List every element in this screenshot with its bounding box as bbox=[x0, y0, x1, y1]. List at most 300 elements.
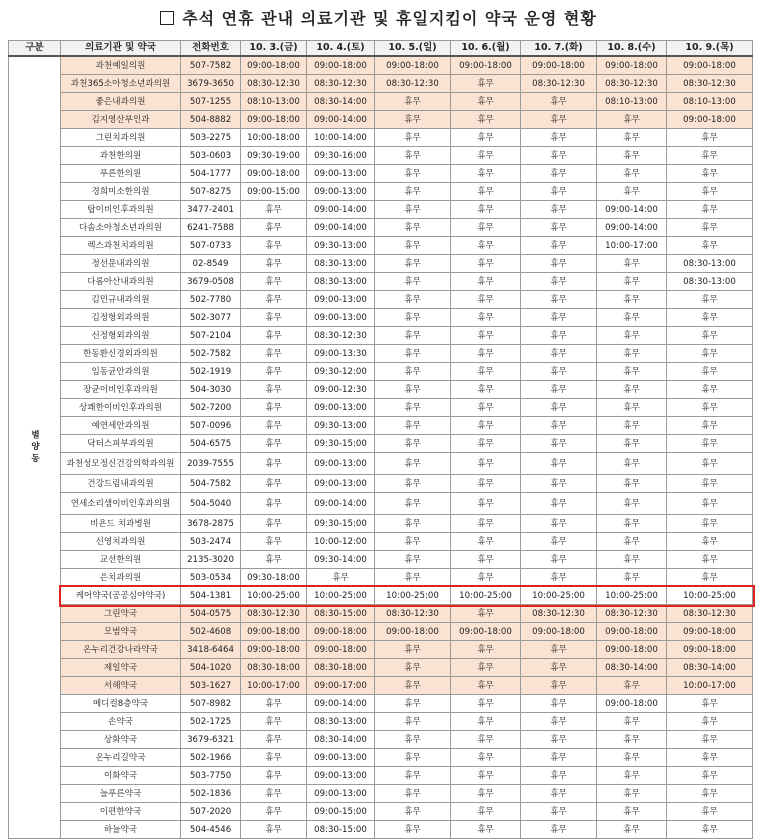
phone-number: 502-7780 bbox=[181, 291, 241, 309]
table-row bbox=[9, 255, 753, 273]
phone-number: 504-1020 bbox=[181, 659, 241, 677]
hours-cell: 09:00-14:00 bbox=[307, 111, 375, 129]
hours-cell: 휴무 bbox=[451, 695, 521, 713]
hours-cell: 휴무 bbox=[597, 363, 667, 381]
hours-cell: 휴무 bbox=[451, 363, 521, 381]
facility-name: 탑이비인후과의원 bbox=[61, 201, 181, 219]
header-row bbox=[9, 41, 753, 57]
hours-cell: 휴무 bbox=[241, 309, 307, 327]
hours-cell: 휴무 bbox=[597, 129, 667, 147]
hours-cell: 08:30-14:00 bbox=[667, 659, 753, 677]
table-row bbox=[9, 56, 753, 75]
hours-cell: 휴무 bbox=[451, 731, 521, 749]
hours-cell: 휴무 bbox=[451, 551, 521, 569]
hours-cell: 휴무 bbox=[375, 551, 451, 569]
hours-cell: 휴무 bbox=[451, 767, 521, 785]
hours-cell: 휴무 bbox=[521, 111, 597, 129]
hours-cell: 휴무 bbox=[667, 129, 753, 147]
phone-number: 503-0603 bbox=[181, 147, 241, 165]
table-row bbox=[9, 695, 753, 713]
hours-cell: 휴무 bbox=[521, 677, 597, 695]
column-header: 10. 6.(월) bbox=[451, 41, 521, 57]
hours-cell: 휴무 bbox=[521, 417, 597, 435]
table-row bbox=[9, 291, 753, 309]
hours-cell: 휴무 bbox=[667, 767, 753, 785]
facility-name: 과천365소아청소년과의원 bbox=[61, 75, 181, 93]
hours-cell: 10:00-25:00 bbox=[307, 587, 375, 605]
facility-name: 좋은내과의원 bbox=[61, 93, 181, 111]
table-row bbox=[9, 623, 753, 641]
column-header: 10. 5.(일) bbox=[375, 41, 451, 57]
hours-cell: 휴무 bbox=[597, 111, 667, 129]
hours-cell: 휴무 bbox=[521, 183, 597, 201]
hours-cell: 휴무 bbox=[521, 551, 597, 569]
phone-number: 504-7582 bbox=[181, 475, 241, 493]
hours-cell: 10:00-25:00 bbox=[521, 587, 597, 605]
table-row bbox=[9, 785, 753, 803]
facility-name: 다솜소아청소년과의원 bbox=[61, 219, 181, 237]
hours-cell: 휴무 bbox=[375, 273, 451, 291]
facility-name: 과천한의원 bbox=[61, 147, 181, 165]
hours-cell: 휴무 bbox=[597, 785, 667, 803]
hours-cell: 09:30-13:00 bbox=[307, 237, 375, 255]
facility-name: 푸른한의원 bbox=[61, 165, 181, 183]
table-row bbox=[9, 111, 753, 129]
hours-cell: 휴무 bbox=[597, 165, 667, 183]
hours-cell: 휴무 bbox=[521, 515, 597, 533]
hours-cell: 휴무 bbox=[451, 713, 521, 731]
region-cell: 별양동 bbox=[9, 56, 61, 839]
hours-cell: 휴무 bbox=[375, 237, 451, 255]
hours-cell: 휴무 bbox=[521, 435, 597, 453]
hours-cell: 08:30-12:30 bbox=[597, 605, 667, 623]
hours-cell: 휴무 bbox=[521, 165, 597, 183]
hours-cell: 휴무 bbox=[241, 821, 307, 839]
hours-cell: 휴무 bbox=[521, 659, 597, 677]
hours-cell: 휴무 bbox=[451, 183, 521, 201]
hours-cell: 휴무 bbox=[451, 677, 521, 695]
hours-cell: 휴무 bbox=[521, 219, 597, 237]
hours-cell: 09:00-13:00 bbox=[307, 767, 375, 785]
hours-cell: 09:00-12:30 bbox=[307, 381, 375, 399]
hours-cell: 휴무 bbox=[451, 201, 521, 219]
hours-cell: 09:00-13:00 bbox=[307, 399, 375, 417]
hours-cell: 휴무 bbox=[521, 93, 597, 111]
facility-name: 모범약국 bbox=[61, 623, 181, 641]
phone-number: 3679-3650 bbox=[181, 75, 241, 93]
hours-cell: 휴무 bbox=[451, 291, 521, 309]
phone-number: 3678-2875 bbox=[181, 515, 241, 533]
hours-cell: 휴무 bbox=[375, 453, 451, 475]
hours-cell: 휴무 bbox=[597, 147, 667, 165]
hours-cell: 08:30-12:30 bbox=[307, 75, 375, 93]
hours-cell: 휴무 bbox=[597, 453, 667, 475]
hours-cell: 08:10-13:00 bbox=[667, 93, 753, 111]
table-row bbox=[9, 399, 753, 417]
phone-number: 3477-2401 bbox=[181, 201, 241, 219]
hours-cell: 휴무 bbox=[521, 309, 597, 327]
hours-cell: 휴무 bbox=[451, 821, 521, 839]
hours-cell: 휴무 bbox=[241, 201, 307, 219]
hours-cell: 휴무 bbox=[667, 345, 753, 363]
table-row bbox=[9, 493, 753, 515]
hours-cell: 휴무 bbox=[241, 237, 307, 255]
hours-cell: 휴무 bbox=[521, 533, 597, 551]
facility-name: 한동환신경외과의원 bbox=[61, 345, 181, 363]
table-row bbox=[9, 147, 753, 165]
hours-cell: 휴무 bbox=[241, 515, 307, 533]
table-row bbox=[9, 587, 753, 605]
hours-cell: 휴무 bbox=[451, 345, 521, 363]
hours-cell: 휴무 bbox=[667, 493, 753, 515]
hours-cell: 휴무 bbox=[597, 273, 667, 291]
hours-cell: 08:30-12:30 bbox=[521, 605, 597, 623]
hours-cell: 휴무 bbox=[667, 713, 753, 731]
phone-number: 504-3030 bbox=[181, 381, 241, 399]
hours-cell: 휴무 bbox=[521, 821, 597, 839]
hours-cell: 휴무 bbox=[451, 605, 521, 623]
table-row bbox=[9, 129, 753, 147]
hours-cell: 휴무 bbox=[521, 785, 597, 803]
hours-cell: 휴무 bbox=[667, 237, 753, 255]
hours-cell: 휴무 bbox=[667, 381, 753, 399]
hours-cell: 08:10-13:00 bbox=[241, 93, 307, 111]
table-row bbox=[9, 309, 753, 327]
table-row bbox=[9, 767, 753, 785]
hours-cell: 09:30-18:00 bbox=[241, 569, 307, 587]
hours-cell: 09:00-13:00 bbox=[307, 475, 375, 493]
hours-cell: 10:00-25:00 bbox=[451, 587, 521, 605]
hours-cell: 휴무 bbox=[521, 201, 597, 219]
hours-cell: 휴무 bbox=[597, 327, 667, 345]
hours-cell: 휴무 bbox=[667, 515, 753, 533]
hours-cell: 휴무 bbox=[451, 659, 521, 677]
hours-cell: 휴무 bbox=[667, 803, 753, 821]
hours-cell: 휴무 bbox=[375, 659, 451, 677]
hours-cell: 휴무 bbox=[375, 749, 451, 767]
table-row bbox=[9, 345, 753, 363]
table-row bbox=[9, 677, 753, 695]
table-row bbox=[9, 75, 753, 93]
phone-number: 504-8882 bbox=[181, 111, 241, 129]
phone-number: 504-4546 bbox=[181, 821, 241, 839]
hours-cell: 10:00-17:00 bbox=[241, 677, 307, 695]
hours-cell: 휴무 bbox=[597, 713, 667, 731]
table-row bbox=[9, 435, 753, 453]
hours-cell: 휴무 bbox=[521, 147, 597, 165]
hours-cell: 휴무 bbox=[375, 713, 451, 731]
phone-number: 503-1627 bbox=[181, 677, 241, 695]
hours-cell: 휴무 bbox=[597, 345, 667, 363]
facility-name: 정선문내과의원 bbox=[61, 255, 181, 273]
column-header: 전화번호 bbox=[181, 41, 241, 57]
hours-cell: 휴무 bbox=[521, 237, 597, 255]
hours-cell: 휴무 bbox=[521, 803, 597, 821]
hours-cell: 휴무 bbox=[451, 749, 521, 767]
hours-cell: 휴무 bbox=[451, 533, 521, 551]
facility-name: 하늘약국 bbox=[61, 821, 181, 839]
facility-name: 김민규내과의원 bbox=[61, 291, 181, 309]
table-row bbox=[9, 515, 753, 533]
facility-name: 예연세안과의원 bbox=[61, 417, 181, 435]
hours-cell: 09:00-18:00 bbox=[241, 165, 307, 183]
hours-cell: 휴무 bbox=[375, 147, 451, 165]
hours-cell: 08:30-14:00 bbox=[307, 731, 375, 749]
hours-cell: 휴무 bbox=[667, 327, 753, 345]
table-body bbox=[9, 56, 753, 839]
hours-cell: 휴무 bbox=[521, 713, 597, 731]
table-header bbox=[9, 41, 753, 57]
hours-cell: 08:30-15:00 bbox=[307, 821, 375, 839]
phone-number: 507-7582 bbox=[181, 56, 241, 75]
facility-name: 신영치과의원 bbox=[61, 533, 181, 551]
hours-cell: 10:00-17:00 bbox=[597, 237, 667, 255]
hours-cell: 09:00-13:00 bbox=[307, 309, 375, 327]
table-row bbox=[9, 551, 753, 569]
table-row bbox=[9, 641, 753, 659]
phone-number: 3418-6464 bbox=[181, 641, 241, 659]
phone-number: 507-2020 bbox=[181, 803, 241, 821]
hours-cell: 휴무 bbox=[241, 695, 307, 713]
hours-cell: 10:00-14:00 bbox=[307, 129, 375, 147]
phone-number: 504-1381 bbox=[181, 587, 241, 605]
hours-cell: 휴무 bbox=[375, 533, 451, 551]
hours-cell: 09:00-18:00 bbox=[241, 623, 307, 641]
hours-cell: 휴무 bbox=[451, 219, 521, 237]
hours-cell: 08:30-12:30 bbox=[375, 605, 451, 623]
hours-cell: 08:30-12:30 bbox=[375, 75, 451, 93]
hours-cell: 09:00-18:00 bbox=[241, 111, 307, 129]
hours-cell: 09:30-16:00 bbox=[307, 147, 375, 165]
facility-name: 장균이비인후과의원 bbox=[61, 381, 181, 399]
column-header: 10. 3.(금) bbox=[241, 41, 307, 57]
hours-cell: 휴무 bbox=[521, 399, 597, 417]
hours-cell: 휴무 bbox=[451, 75, 521, 93]
hours-cell: 휴무 bbox=[451, 803, 521, 821]
hours-cell: 휴무 bbox=[451, 453, 521, 475]
phone-number: 3679-6321 bbox=[181, 731, 241, 749]
hours-cell: 09:30-19:00 bbox=[241, 147, 307, 165]
phone-number: 504-1777 bbox=[181, 165, 241, 183]
hours-cell: 휴무 bbox=[597, 493, 667, 515]
hours-cell: 휴무 bbox=[597, 183, 667, 201]
phone-number: 503-0534 bbox=[181, 569, 241, 587]
hours-cell: 08:30-13:00 bbox=[307, 713, 375, 731]
hours-cell: 09:30-15:00 bbox=[307, 515, 375, 533]
facility-name: 제일약국 bbox=[61, 659, 181, 677]
table-row bbox=[9, 93, 753, 111]
hours-cell: 휴무 bbox=[375, 93, 451, 111]
hours-cell: 휴무 bbox=[241, 399, 307, 417]
hours-cell: 휴무 bbox=[241, 381, 307, 399]
hours-cell: 휴무 bbox=[375, 165, 451, 183]
phone-number: 503-7750 bbox=[181, 767, 241, 785]
hours-cell: 휴무 bbox=[451, 129, 521, 147]
hours-cell: 09:00-18:00 bbox=[241, 641, 307, 659]
hours-cell: 휴무 bbox=[241, 713, 307, 731]
hours-cell: 휴무 bbox=[597, 551, 667, 569]
phone-number: 502-4608 bbox=[181, 623, 241, 641]
table-row bbox=[9, 183, 753, 201]
hours-cell: 08:30-18:00 bbox=[241, 659, 307, 677]
hours-cell: 휴무 bbox=[597, 399, 667, 417]
facility-name: 상쾌한이비인후과의원 bbox=[61, 399, 181, 417]
facility-name: 교선한의원 bbox=[61, 551, 181, 569]
facility-name: 늘푸른약국 bbox=[61, 785, 181, 803]
table-row bbox=[9, 219, 753, 237]
hours-cell: 09:30-14:00 bbox=[307, 551, 375, 569]
hours-cell: 휴무 bbox=[521, 475, 597, 493]
hours-cell: 휴무 bbox=[667, 147, 753, 165]
table-row bbox=[9, 165, 753, 183]
hours-cell: 휴무 bbox=[521, 381, 597, 399]
facility-name: 온누리건강나라약국 bbox=[61, 641, 181, 659]
hours-cell: 09:00-18:00 bbox=[375, 623, 451, 641]
hours-cell: 휴무 bbox=[375, 677, 451, 695]
hours-cell: 09:00-13:00 bbox=[307, 785, 375, 803]
page-title bbox=[0, 6, 757, 29]
hours-cell: 휴무 bbox=[375, 399, 451, 417]
hours-cell: 휴무 bbox=[667, 453, 753, 475]
hours-cell: 휴무 bbox=[241, 767, 307, 785]
hours-cell: 휴무 bbox=[667, 417, 753, 435]
hours-cell: 휴무 bbox=[667, 749, 753, 767]
hours-cell: 09:00-18:00 bbox=[667, 111, 753, 129]
hours-cell: 09:30-15:00 bbox=[307, 435, 375, 453]
phone-number: 2135-3020 bbox=[181, 551, 241, 569]
hours-cell: 휴무 bbox=[451, 399, 521, 417]
hours-cell: 휴무 bbox=[241, 785, 307, 803]
hours-cell: 09:00-18:00 bbox=[521, 623, 597, 641]
hours-cell: 휴무 bbox=[597, 381, 667, 399]
table-row bbox=[9, 237, 753, 255]
hours-cell: 휴무 bbox=[597, 533, 667, 551]
hours-cell: 휴무 bbox=[451, 111, 521, 129]
column-header: 의료기관 및 약국 bbox=[61, 41, 181, 57]
hours-cell: 휴무 bbox=[521, 749, 597, 767]
hours-cell: 휴무 bbox=[451, 381, 521, 399]
hours-cell: 휴무 bbox=[451, 309, 521, 327]
hours-cell: 휴무 bbox=[375, 569, 451, 587]
hours-cell: 09:00-18:00 bbox=[597, 623, 667, 641]
hours-cell: 10:00-17:00 bbox=[667, 677, 753, 695]
facility-name: 상화약국 bbox=[61, 731, 181, 749]
hours-cell: 휴무 bbox=[667, 219, 753, 237]
facility-name: 과천성모정신건강의학과의원 bbox=[61, 453, 181, 475]
phone-number: 502-7200 bbox=[181, 399, 241, 417]
hours-cell: 휴무 bbox=[375, 219, 451, 237]
table-row bbox=[9, 749, 753, 767]
hours-cell: 휴무 bbox=[451, 569, 521, 587]
hours-cell: 휴무 bbox=[597, 731, 667, 749]
hours-cell: 휴무 bbox=[451, 327, 521, 345]
hours-cell: 휴무 bbox=[375, 381, 451, 399]
facility-name: 이편한약국 bbox=[61, 803, 181, 821]
hours-cell: 휴무 bbox=[241, 731, 307, 749]
hours-cell: 휴무 bbox=[241, 273, 307, 291]
hours-cell: 휴무 bbox=[597, 821, 667, 839]
phone-number: 02-8549 bbox=[181, 255, 241, 273]
facility-name: 은치과의원 bbox=[61, 569, 181, 587]
table-row bbox=[9, 201, 753, 219]
hours-cell: 휴무 bbox=[521, 327, 597, 345]
hours-cell: 휴무 bbox=[375, 111, 451, 129]
phone-number: 507-2104 bbox=[181, 327, 241, 345]
hours-cell: 휴무 bbox=[451, 417, 521, 435]
hours-cell: 10:00-12:00 bbox=[307, 533, 375, 551]
hours-cell: 08:30-12:30 bbox=[241, 75, 307, 93]
table-row bbox=[9, 363, 753, 381]
hours-cell: 08:30-13:00 bbox=[667, 255, 753, 273]
phone-number: 507-1255 bbox=[181, 93, 241, 111]
table-row bbox=[9, 381, 753, 399]
hours-cell: 09:00-18:00 bbox=[451, 623, 521, 641]
facility-name: 다롬아산내과의원 bbox=[61, 273, 181, 291]
hours-cell: 휴무 bbox=[597, 291, 667, 309]
hours-cell: 휴무 bbox=[375, 515, 451, 533]
hours-cell: 휴무 bbox=[667, 475, 753, 493]
phone-number: 502-7582 bbox=[181, 345, 241, 363]
hours-cell: 휴무 bbox=[597, 435, 667, 453]
hours-cell: 08:30-13:00 bbox=[307, 273, 375, 291]
hours-cell: 휴무 bbox=[521, 695, 597, 713]
table-row bbox=[9, 417, 753, 435]
phone-number: 503-2474 bbox=[181, 533, 241, 551]
hours-cell: 휴무 bbox=[375, 731, 451, 749]
hours-cell: 09:00-14:00 bbox=[307, 201, 375, 219]
hours-cell: 09:00-13:00 bbox=[307, 453, 375, 475]
hours-cell: 휴무 bbox=[241, 551, 307, 569]
hours-cell: 휴무 bbox=[521, 569, 597, 587]
hours-cell: 휴무 bbox=[667, 551, 753, 569]
hours-cell: 09:00-18:00 bbox=[667, 56, 753, 75]
hours-cell: 휴무 bbox=[667, 183, 753, 201]
facility-name: 그린치과의원 bbox=[61, 129, 181, 147]
schedule-table bbox=[8, 40, 753, 839]
hours-cell: 휴무 bbox=[241, 417, 307, 435]
hours-cell: 휴무 bbox=[375, 695, 451, 713]
hours-cell: 휴무 bbox=[597, 569, 667, 587]
hours-cell: 휴무 bbox=[667, 731, 753, 749]
hours-cell: 휴무 bbox=[375, 129, 451, 147]
facility-name: 렉스과천치과의원 bbox=[61, 237, 181, 255]
hours-cell: 휴무 bbox=[597, 309, 667, 327]
hours-cell: 휴무 bbox=[451, 93, 521, 111]
phone-number: 504-5040 bbox=[181, 493, 241, 515]
hours-cell: 휴무 bbox=[375, 291, 451, 309]
hours-cell: 09:00-18:00 bbox=[307, 623, 375, 641]
hours-cell: 휴무 bbox=[375, 309, 451, 327]
hours-cell: 09:30-13:00 bbox=[307, 417, 375, 435]
facility-name: 김정형외과의원 bbox=[61, 309, 181, 327]
hours-cell: 휴무 bbox=[521, 493, 597, 515]
hours-cell: 휴무 bbox=[667, 363, 753, 381]
hours-cell: 휴무 bbox=[451, 255, 521, 273]
hours-cell: 휴무 bbox=[667, 165, 753, 183]
phone-number: 6241-7588 bbox=[181, 219, 241, 237]
hours-cell: 09:00-15:00 bbox=[307, 803, 375, 821]
hours-cell: 휴무 bbox=[375, 821, 451, 839]
hours-cell: 휴무 bbox=[241, 327, 307, 345]
phone-number: 507-0733 bbox=[181, 237, 241, 255]
hours-cell: 휴무 bbox=[521, 731, 597, 749]
hours-cell: 휴무 bbox=[667, 533, 753, 551]
hours-cell: 휴무 bbox=[451, 515, 521, 533]
facility-name: 이화약국 bbox=[61, 767, 181, 785]
hours-cell: 09:00-14:00 bbox=[307, 219, 375, 237]
facility-name: 서해약국 bbox=[61, 677, 181, 695]
hours-cell: 휴무 bbox=[597, 475, 667, 493]
